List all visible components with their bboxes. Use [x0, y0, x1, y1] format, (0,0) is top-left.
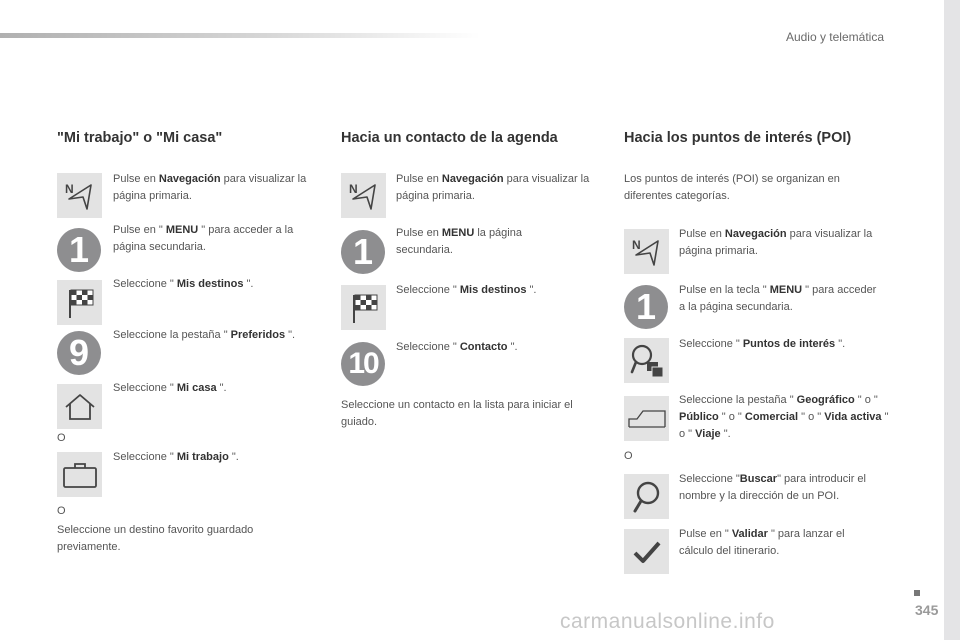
- col3-step-pestana: Seleccione la pestaña " Geográfico " o " Público " o " Comercial " o " Vida activa " o " Viaje ".: [679, 394, 889, 440]
- header-strip: [0, 33, 480, 38]
- col2-badge-1: 1: [341, 230, 385, 274]
- page-edge-band: [944, 0, 960, 640]
- col2-step-mis-destinos: Seleccione " Mis destinos ".: [396, 284, 537, 296]
- col1-or-2: O: [57, 505, 66, 517]
- checkmark-icon: [624, 529, 669, 574]
- col3-badge-1: 1: [624, 285, 668, 329]
- col1-step-mi-trabajo: Seleccione " Mi trabajo ".: [113, 451, 239, 463]
- col2-step-navigation: Pulse en Navegación para visualizar la página primaria.: [396, 173, 590, 202]
- navigation-icon: [57, 173, 102, 218]
- briefcase-icon: [57, 452, 102, 497]
- page-number: 345: [915, 602, 939, 618]
- tab-icon: [624, 396, 669, 441]
- col1-final-text: Seleccione un destino favorito guardado previamente.: [57, 524, 254, 553]
- col3-or-1: O: [624, 450, 633, 462]
- watermark: carmanualsonline.info: [560, 610, 775, 633]
- col2-badge-10: 10: [341, 342, 385, 386]
- col3-step-buscar: Seleccione "Buscar" para introducir el nombre y la dirección de un POI.: [679, 473, 866, 502]
- col3-step-validar: Pulse en " Validar " para lanzar el cálculo del itinerario.: [679, 528, 845, 557]
- col3-step-navigation: Pulse en Navegación para visualizar la página primaria.: [679, 228, 873, 257]
- col3-intro: Los puntos de interés (POI) se organizan en diferentes categorías.: [624, 173, 840, 202]
- section-title: Audio y telemática: [785, 30, 884, 44]
- col1-step-mis-destinos: Seleccione " Mis destinos ".: [113, 278, 254, 290]
- col3-title: Hacia los puntos de interés (POI): [624, 130, 852, 146]
- search-icon: [624, 474, 669, 519]
- navigation-icon: [624, 229, 669, 274]
- col1-title: "Mi trabajo" o "Mi casa": [57, 130, 223, 146]
- checkered-flag-icon: [57, 280, 102, 325]
- col3-step-menu: Pulse en la tecla " MENU " para acceder a la página secundaria.: [679, 284, 877, 313]
- col1-step-menu: Pulse en " MENU " para acceder a la página secundaria.: [113, 224, 294, 253]
- col1-step-preferidos: Seleccione la pestaña " Preferidos ".: [113, 329, 296, 341]
- checkered-flag-icon: [341, 285, 386, 330]
- col1-badge-9: 9: [57, 331, 101, 375]
- page-marker: [914, 590, 920, 596]
- home-icon: [57, 384, 102, 429]
- col3-step-puntos-de-interes: Seleccione " Puntos de interés ".: [679, 338, 846, 350]
- col2-step-menu: Pulse en MENU la página secundaria.: [396, 227, 522, 256]
- col1-step-mi-casa: Seleccione " Mi casa ".: [113, 382, 227, 394]
- col1-badge-1: 1: [57, 228, 101, 272]
- col2-final-text: Seleccione un contacto en la lista para iniciar el guiado.: [341, 399, 573, 428]
- navigation-icon: [341, 173, 386, 218]
- svg-text:N: N: [348, 181, 358, 196]
- col2-title: Hacia un contacto de la agenda: [341, 130, 558, 146]
- svg-text:N: N: [631, 237, 641, 252]
- poi-search-icon: [624, 338, 669, 383]
- col1-step-navigation: Pulse en Navegación para visualizar la página primaria.: [113, 173, 307, 202]
- col2-step-contacto: Seleccione " Contacto ".: [396, 341, 518, 353]
- svg-text:N: N: [64, 181, 74, 196]
- col1-or-1: O: [57, 432, 66, 444]
